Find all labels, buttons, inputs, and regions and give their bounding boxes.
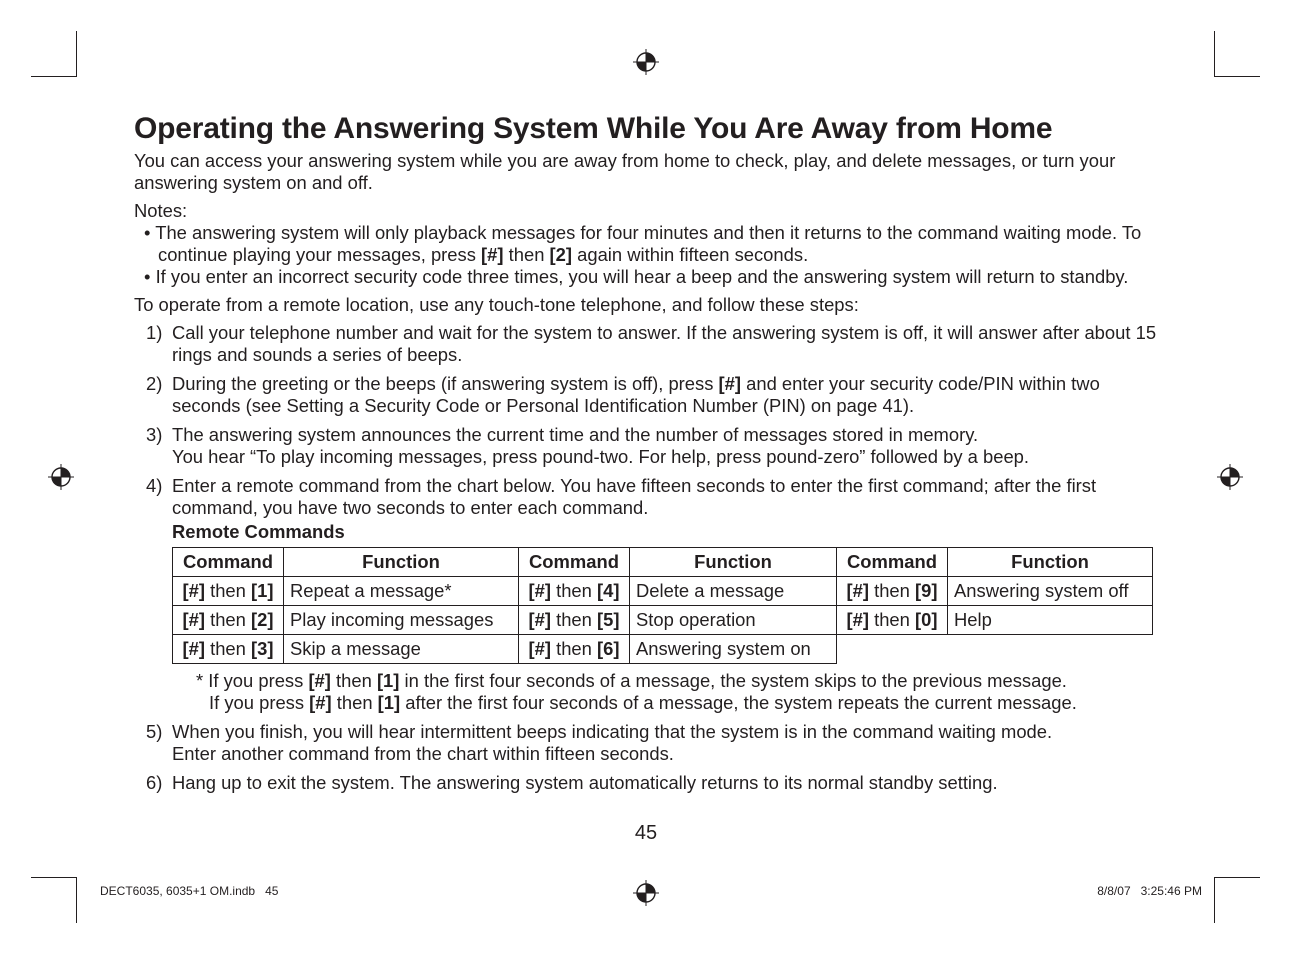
function-cell: Answering system on xyxy=(630,635,837,664)
column-header: Function xyxy=(948,548,1153,577)
table-footnote xyxy=(196,670,1164,714)
intro-paragraph: You can access your answering system while you are away from home to check, play, and delete messages, or turn your answering system on and off. xyxy=(134,150,1116,193)
command-cell: [#] then [0] xyxy=(837,606,948,635)
crop-mark-top-left-v xyxy=(76,31,77,77)
command-cell: [#] then [9] xyxy=(837,577,948,606)
footnote-line: If you press [#] then [1] after the first four seconds of a message, the system repeats the current message. xyxy=(209,692,1077,713)
command-cell: [#] then [5] xyxy=(519,606,630,635)
crop-mark-bottom-left-v xyxy=(76,877,77,923)
command-cell: [#] then [2] xyxy=(173,606,284,635)
slug-timestamp: 8/8/07 3:25:46 PM xyxy=(1097,884,1202,898)
remote-commands-title: Remote Commands xyxy=(172,521,345,542)
crop-mark-bottom-right-v xyxy=(1214,877,1215,923)
function-cell: Repeat a message* xyxy=(284,577,519,606)
column-header: Command xyxy=(173,548,284,577)
notes-list xyxy=(134,222,1164,288)
step-item: 2) During the greeting or the beeps (if answering system is off), press [#] and enter your security code/PIN within two seconds (see Setting a Security Code or Personal Identification Number (PIN) on page 41). xyxy=(146,373,1100,416)
registration-mark-icon xyxy=(633,49,659,75)
command-cell: [#] then [1] xyxy=(173,577,284,606)
step-item: 3) The answering system announces the current time and the number of messages stored in memory. You hear “To play incoming messages, press pound-two. For help, press pound-zero” followed by a beep. xyxy=(146,424,1030,467)
command-cell: [#] then [3] xyxy=(173,635,284,664)
steps-list xyxy=(134,322,1164,794)
step-item: 1) Call your telephone number and wait for the system to answer. If the answering system is off, it will answer after about 15 rings and sounds a series of beeps. xyxy=(146,322,1157,365)
remote-commands-table xyxy=(172,547,1153,664)
column-header: Function xyxy=(284,548,519,577)
column-header: Function xyxy=(630,548,837,577)
function-cell: Skip a message xyxy=(284,635,519,664)
page-number: 45 xyxy=(634,822,658,844)
column-header: Command xyxy=(519,548,630,577)
function-cell: Stop operation xyxy=(630,606,837,635)
empty-cell xyxy=(948,635,1153,664)
crop-mark-top-right-h xyxy=(1214,76,1260,77)
page-content xyxy=(134,112,1164,801)
function-cell: Help xyxy=(948,606,1153,635)
function-cell: Play incoming messages xyxy=(284,606,519,635)
crop-mark-bottom-right-h xyxy=(1214,877,1260,878)
slug-file-info: DECT6035, 6035+1 OM.indb 45 xyxy=(100,884,279,898)
table-row xyxy=(173,635,1153,664)
function-cell: Delete a message xyxy=(630,577,837,606)
note-item: • If you enter an incorrect security code three times, you will hear a beep and the answering system will return to standby. xyxy=(144,266,1129,287)
registration-mark-icon xyxy=(48,464,74,490)
table-row xyxy=(173,577,1153,606)
step-item: 5) When you finish, you will hear intermittent beeps indicating that the system is in the command waiting mode. Enter another command from the chart within fifteen seconds. xyxy=(146,721,1053,764)
crop-mark-bottom-left-h xyxy=(31,877,77,878)
footnote-line: * If you press [#] then [1] in the first four seconds of a message, the system skips to the previous message. xyxy=(196,670,1067,691)
registration-mark-icon xyxy=(1217,464,1243,490)
page-title: Operating the Answering System While You Are Away from Home xyxy=(134,112,1053,145)
step-item: 4) Enter a remote command from the chart below. You have fifteen seconds to enter the first command; after the first command, you have two seconds to enter each command. Remote Commands Command Function Command Function Command Function [#] then [1] Repeat a message* [#] then [4] Delete a message [#] then [9] Answering system off [#] then [2] Play incoming messages [#] then [5] Stop operation [#] then [0] Help [#] then [3] Skip a message [#] then [6] Answering system on * If you press [#] then [1] in the first four seconds of a message, the system skips to the previous message. If you press [#] then [1] after the first four seconds of a message, the system repeats the current message. xyxy=(134,475,1164,714)
crop-mark-top-left-h xyxy=(31,76,77,77)
notes-label: Notes: xyxy=(134,200,188,221)
command-cell: [#] then [6] xyxy=(519,635,630,664)
note-item: • The answering system will only playback messages for four minutes and then it returns to the command waiting mode. To continue playing your messages, press [#] then [2] again within fifteen seconds. xyxy=(144,222,1142,265)
empty-cell xyxy=(837,635,948,664)
column-header: Command xyxy=(837,548,948,577)
table-row xyxy=(173,606,1153,635)
crop-mark-top-right-v xyxy=(1214,31,1215,77)
registration-mark-icon xyxy=(633,880,659,906)
command-cell: [#] then [4] xyxy=(519,577,630,606)
operate-intro: To operate from a remote location, use any touch-tone telephone, and follow these steps: xyxy=(134,294,859,315)
step-item: 6) Hang up to exit the system. The answering system automatically returns to its normal standby setting. xyxy=(146,772,998,793)
table-header-row xyxy=(173,548,1153,577)
function-cell: Answering system off xyxy=(948,577,1153,606)
